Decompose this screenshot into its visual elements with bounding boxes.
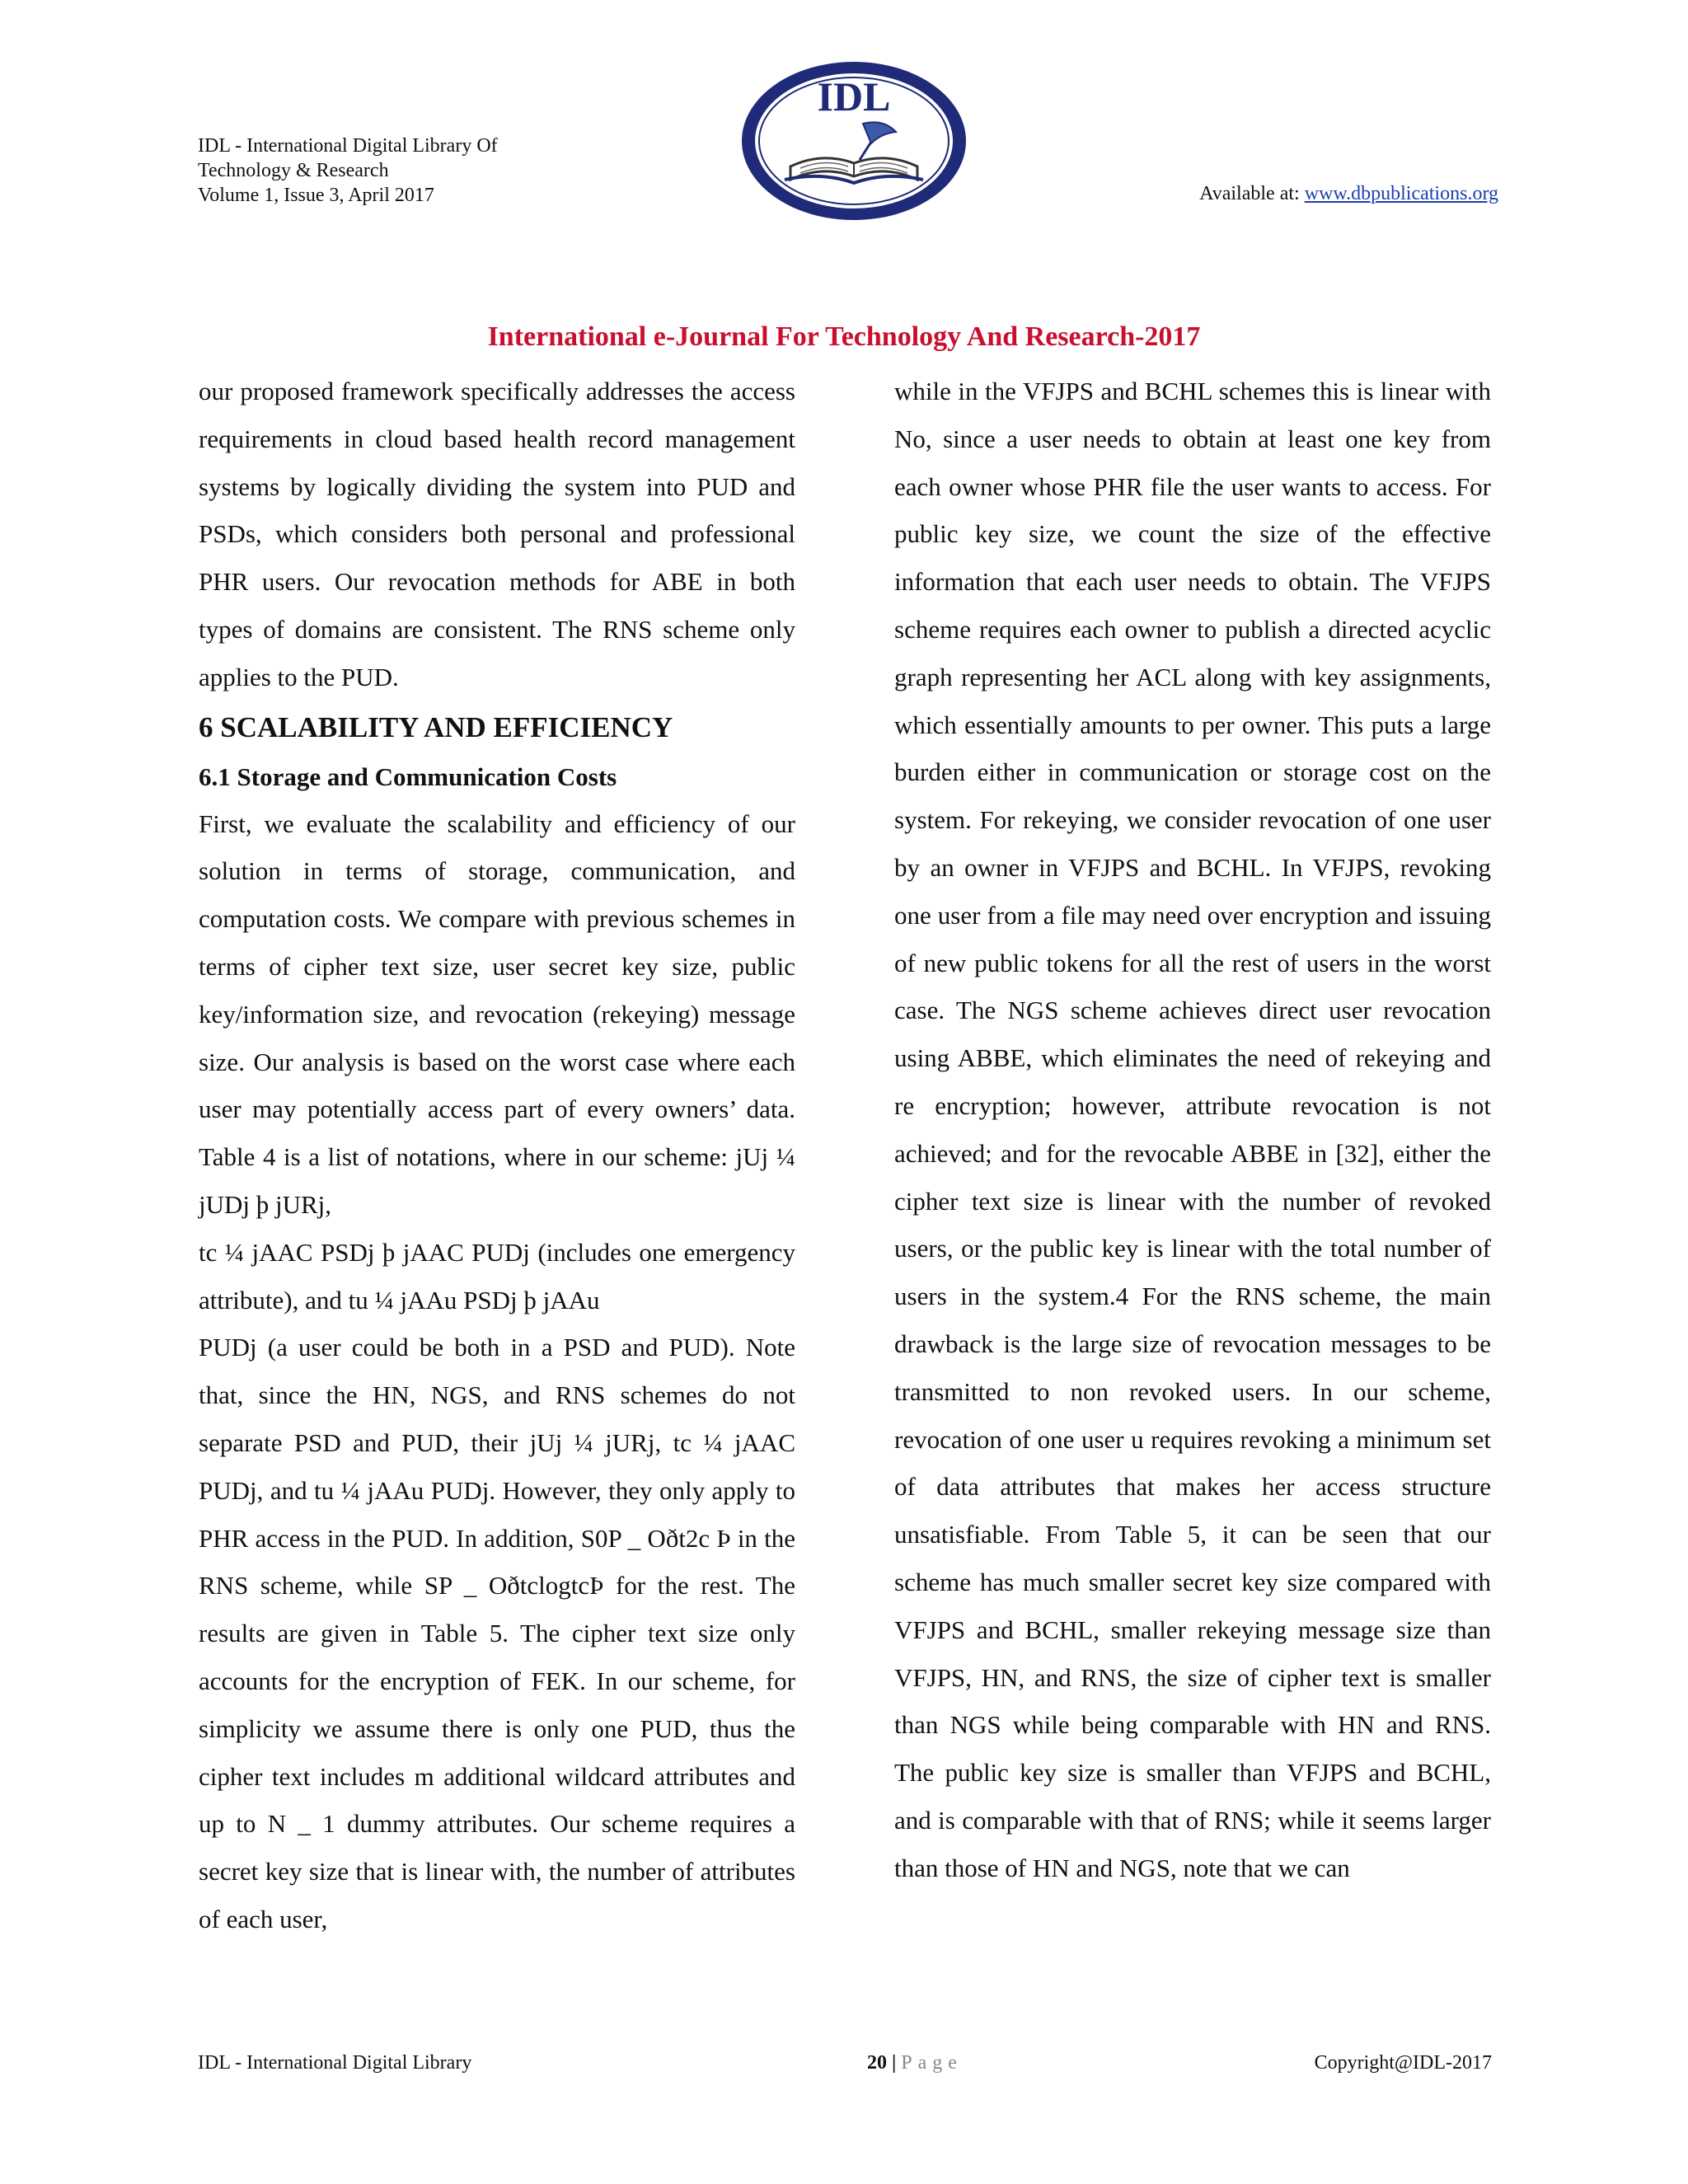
footer-library: IDL - International Digital Library [198,2052,472,2074]
body-paragraph-1: First, we evaluate the scalability and efficiency of our solution in terms of storage, communication, and computation costs. We compare with previous schemes in terms of cipher text size, user secret key size, public key/information size, and revocation (rekeying) message size. Our analysis is based on the worst case where each user may potentially access part of every owners’ data. Table 4 is a list of notations, where in our scheme: jUj ¼ jUDj þ jURj, [199,808,795,1219]
journal-name-line2: Technology & Research [198,160,389,181]
body-paragraph-2: tc ¼ jAAC PSDj þ jAAC PUDj (includes one emergency attribute), and tu ¼ jAAu PSDj þ jAAu [199,1237,795,1315]
volume-issue: Volume 1, Issue 3, April 2017 [198,185,434,206]
logo-text: IDL [817,73,891,120]
left-column [199,368,795,1943]
footer-copyright: Copyright@IDL-2017 [1314,2052,1492,2074]
page-number-block [867,2052,963,2074]
right-column [894,368,1491,1892]
page-separator: | [892,2052,897,2074]
page-word: Page [901,2052,963,2074]
section-heading: 6 SCALABILITY AND EFFICIENCY [199,710,673,743]
page-number: 20 [867,2052,887,2074]
availability [1199,183,1498,205]
journal-name-line1: IDL - International Digital Library Of [198,135,498,157]
intro-paragraph: our proposed framework specifically addresses the access requirements in cloud based health record management systems by logically dividing the system into PUD and PSDs, which considers both personal and professional PHR users. Our revocation methods for ABE in both types of domains are consistent. The RNS scheme only applies to the PUD. [199,377,795,691]
idl-logo [739,59,968,223]
subsection-heading: 6.1 Storage and Communication Costs [199,762,617,791]
journal-title: International e-Journal For Technology And Research-2017 [487,321,1201,352]
body-paragraph-3: PUDj (a user could be both in a PSD and PUD). Note that, since the HN, NGS, and RNS schemes do not separate PSD and PUD, their jUj ¼ jURj, tc ¼ jAAC PUDj, and tu ¼ jAAu PUDj. However, they only apply to PHR access in the PUD. In addition, S0P _ Oðt2c Þ in the RNS scheme, while SP _ OðtclogtcÞ for the rest. The results are given in Table 5. The cipher text size only accounts for the encryption of FEK. In our scheme, for simplicity we assume there is only one PUD, thus the cipher text includes m additional wildcard attributes and up to N _ 1 dummy attributes. Our scheme requires a secret key size that is linear with, the number of attributes of each user, [199,1333,795,1933]
right-body-paragraph: while in the VFJPS and BCHL schemes this is linear with No, since a user needs to obtain at least one key from each owner whose PHR file the user wants to access. For public key size, we count the size of the effective information that each user needs to obtain. The VFJPS scheme requires each owner to publish a directed acyclic graph representing her ACL along with key assignments, which essentially amounts to per owner. This puts a large burden either in communication or storage cost on the system. For rekeying, we consider revocation of one user by an owner in VFJPS and BCHL. In VFJPS, revoking one user from a file may need over encryption and issuing of new public tokens for all the rest of users in the worst case. The NGS scheme achieves direct user revocation using ABBE, which eliminates the need of rekeying and re encryption; however, attribute revocation is not achieved; and for the revocable ABBE in [32], either the cipher text size is linear with the number of revoked users, or the public key is linear with the total number of users in the system.4 For the RNS scheme, the main drawback is the large size of revocation messages to be transmitted to non revoked users. In our scheme, revocation of one user u requires revoking a minimum set of data attributes that makes her access structure unsatisfiable. From Table 5, it can be seen that our scheme has much smaller secret key size compared with VFJPS and BCHL, smaller rekeying message size than VFJPS, HN, and RNS, the size of cipher text is smaller than NGS while being comparable with HN and RNS. The public key size is smaller than VFJPS and BCHL, and is comparable with that of RNS; while it seems larger than those of HN and NGS, note that we can [894,377,1491,1882]
publisher-link[interactable]: www.dbpublications.org [1304,183,1498,204]
available-label: Available at: [1199,183,1300,204]
journal-info [198,134,498,208]
